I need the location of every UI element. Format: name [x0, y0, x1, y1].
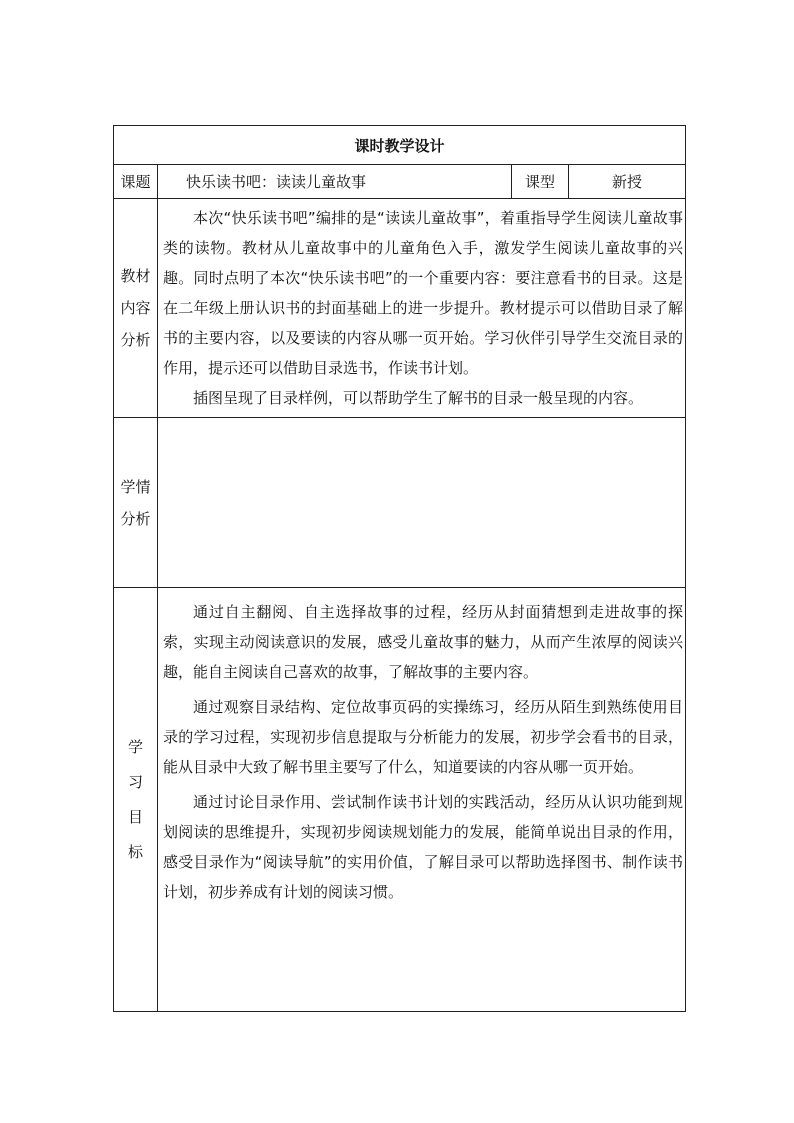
topic-row — [114, 165, 686, 199]
learner-analysis-label — [114, 418, 158, 588]
label-line: 内容 — [120, 299, 151, 317]
paragraph: 通过自主翻阅、自主选择故事的过程，经历从封面猜想到走进故事的探索，实现主动阅读意识的发展，感受儿童故事的魅力，从而产生浓厚的阅读兴趣，能自主阅读自己喜欢的故事，了解故事的主要内容。 — [163, 603, 684, 681]
document-title: 课时教学设计 — [114, 126, 686, 165]
learning-goals-label — [114, 588, 158, 1012]
learner-analysis-row — [114, 418, 686, 588]
label-line: 习 — [127, 772, 143, 791]
lesson-design-table — [113, 125, 686, 1012]
topic-value: 快乐读书吧：读读儿童故事 — [158, 165, 512, 199]
paragraph: 本次“快乐读书吧”编排的是“读读儿童故事”，着重指导学生阅读儿童故事类的读物。教材从儿童故事中的儿童角色入手，激发学生阅读儿童故事的兴趣。同时点明了本次“快乐读书吧”的一个重要内容：要注意看书的目录。这是在二年级上册认识书的封面基础上的进一步提升。教材提示可以借助目录了解书的主要内容，以及要读的内容从哪一页开始。学习伙伴引导学生交流目录的作用，提示还可以借助目录选书，作读书计划。 — [163, 209, 684, 377]
label-line: 教材 — [120, 267, 151, 285]
label-line: 学情 — [120, 477, 151, 496]
learning-goals-row — [114, 588, 686, 1012]
lesson-type-value: 新授 — [569, 165, 686, 199]
material-analysis-label — [114, 199, 158, 418]
lesson-type-label: 课型 — [512, 165, 569, 199]
label-line: 分析 — [120, 509, 151, 528]
label-line: 目 — [127, 807, 143, 826]
label-line: 标 — [127, 842, 143, 861]
paragraph: 通过观察目录结构、定位故事页码的实操练习，经历从陌生到熟练使用目录的学习过程，实现初步信息提取与分析能力的发展，初步学会看书的目录，能从目录中大致了解书里主要写了什么，知道要读的内容从哪一页开始。 — [163, 698, 684, 776]
paragraph: 插图呈现了目录样例，可以帮助学生了解书的目录一般呈现的内容。 — [193, 389, 644, 407]
material-analysis-row — [114, 199, 686, 418]
learning-goals-content — [158, 588, 686, 1012]
material-analysis-content — [158, 199, 686, 418]
learner-analysis-content — [158, 418, 686, 588]
label-line: 分析 — [120, 331, 151, 349]
topic-label: 课题 — [114, 165, 158, 199]
label-line: 学 — [127, 737, 143, 756]
title-row — [114, 126, 686, 165]
paragraph: 通过讨论目录作用、尝试制作读书计划的实践活动，经历从认识功能到规划阅读的思维提升，实现初步阅读规划能力的发展，能简单说出目录的作用，感受目录作为“阅读导航”的实用价值，了解目录可以帮助选择图书、制作读书计划，初步养成有计划的阅读习惯。 — [163, 793, 684, 901]
